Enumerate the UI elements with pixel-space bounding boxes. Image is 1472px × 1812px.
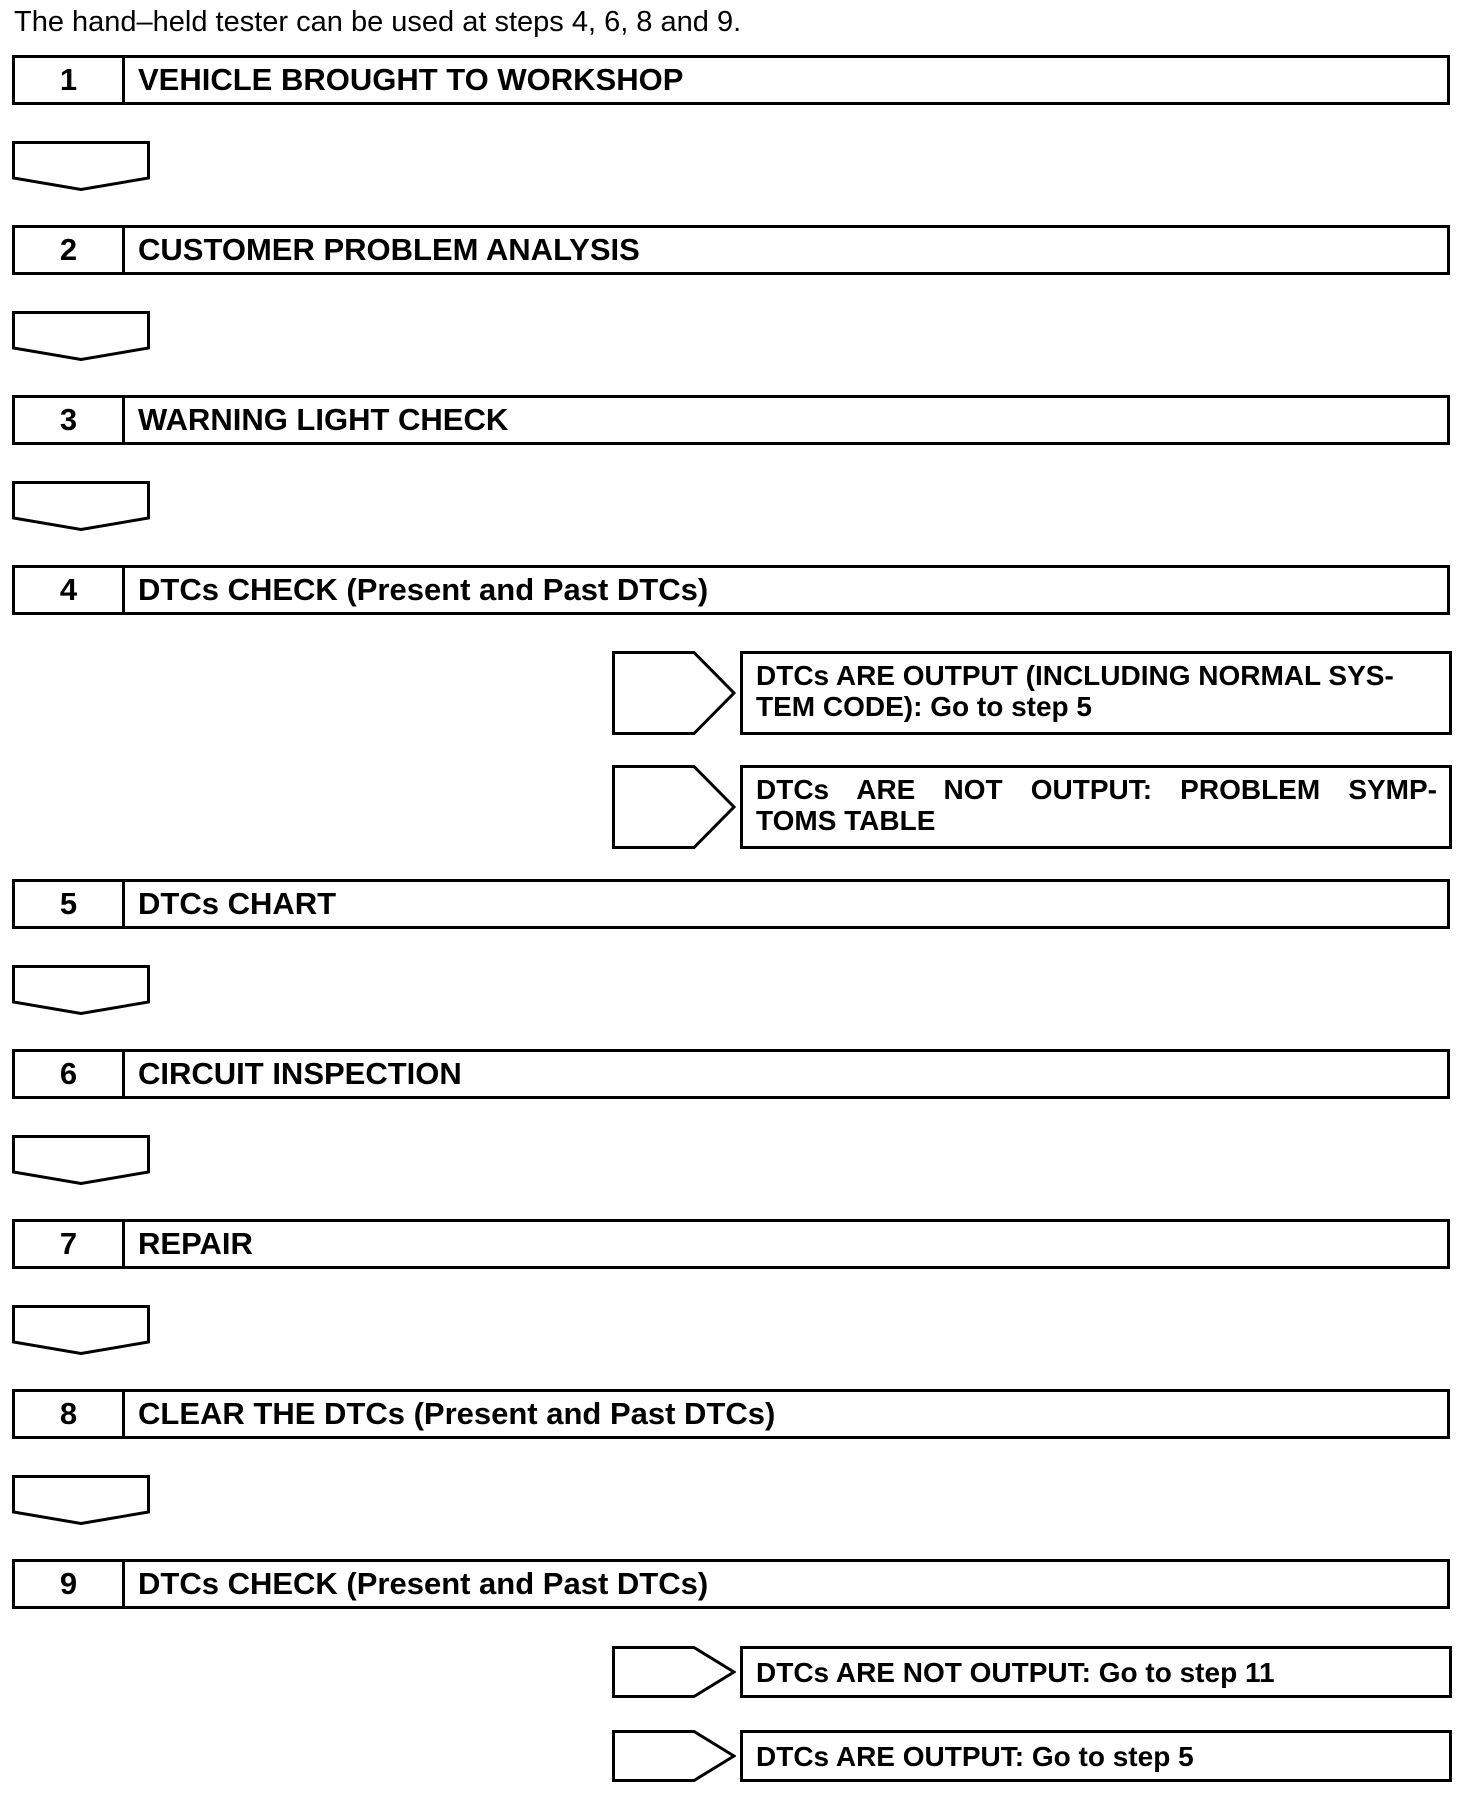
step-title: CIRCUIT INSPECTION (138, 1056, 462, 1091)
result-line: DTCs ARE OUTPUT (INCLUDING NORMAL SYS- (756, 660, 1394, 691)
down-arrow-icon (12, 141, 150, 191)
step-number: 7 (15, 1222, 125, 1266)
step-title: CLEAR THE DTCs (Present and Past DTCs) (138, 1396, 776, 1431)
step-number: 8 (15, 1392, 125, 1436)
step-number: 5 (15, 882, 125, 926)
step-4-result-output (740, 651, 1452, 735)
down-arrow-icon (12, 1475, 150, 1525)
down-arrow-icon (12, 311, 150, 361)
step-number: 9 (15, 1562, 125, 1606)
down-arrow-icon (12, 965, 150, 1015)
right-arrow-icon (612, 1730, 736, 1782)
step-2-box (12, 225, 1450, 275)
step-number: 2 (15, 228, 125, 272)
result-line: DTCs ARE NOT OUTPUT: Go to step 11 (756, 1656, 1275, 1688)
result-line: TOMS TABLE (756, 805, 936, 836)
step-4-box (12, 565, 1450, 615)
step-number: 4 (15, 568, 125, 612)
result-line: DTCs ARE OUTPUT: Go to step 5 (756, 1740, 1194, 1772)
step-title: CUSTOMER PROBLEM ANALYSIS (138, 232, 640, 267)
step-title: WARNING LIGHT CHECK (138, 402, 509, 437)
step-number: 1 (15, 58, 125, 102)
step-8-box (12, 1389, 1450, 1439)
step-title: VEHICLE BROUGHT TO WORKSHOP (138, 62, 684, 97)
result-line: DTCs ARE NOT OUTPUT: PROBLEM SYMP- (756, 774, 1437, 805)
step-5-box (12, 879, 1450, 929)
step-9-result-output (740, 1730, 1452, 1782)
step-4-result-not-output (740, 765, 1452, 849)
step-number: 3 (15, 398, 125, 442)
step-title: DTCs CHART (138, 886, 337, 921)
step-7-box (12, 1219, 1450, 1269)
intro-note: The hand–held tester can be used at steps 4, 6, 8 and 9. (14, 6, 742, 38)
right-arrow-icon (612, 1646, 736, 1698)
down-arrow-icon (12, 481, 150, 531)
step-1-box (12, 55, 1450, 105)
step-3-box (12, 395, 1450, 445)
step-9-box (12, 1559, 1450, 1609)
right-arrow-icon (612, 651, 736, 735)
down-arrow-icon (12, 1305, 150, 1355)
step-6-box (12, 1049, 1450, 1099)
step-9-result-not-output (740, 1646, 1452, 1698)
result-line: TEM CODE): Go to step 5 (756, 691, 1092, 722)
right-arrow-icon (612, 765, 736, 849)
down-arrow-icon (12, 1135, 150, 1185)
step-title: DTCs CHECK (Present and Past DTCs) (138, 572, 709, 607)
step-title: DTCs CHECK (Present and Past DTCs) (138, 1566, 709, 1601)
step-title: REPAIR (138, 1226, 253, 1261)
step-number: 6 (15, 1052, 125, 1096)
